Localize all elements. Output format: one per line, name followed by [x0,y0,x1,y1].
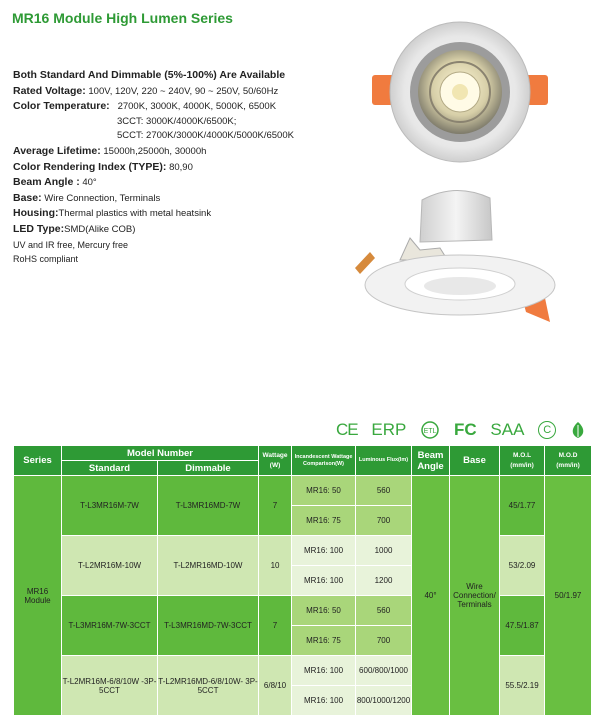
color-temp-line-2: 3CCT: 3000K/4000K/6500K; [117,115,237,127]
luminous-cell: 1000 [356,536,412,566]
incandescent-cell: MR16: 75 [292,506,356,536]
incandescent-cell: MR16: 100 [292,656,356,686]
incandescent-cell: MR16: 50 [292,476,356,506]
lifetime-line: Average Lifetime: 15000h,25000h, 30000h [13,144,207,157]
voltage-line: Rated Voltage: 100V, 120V, 220 ~ 240V, 90 ~ 250V, 50/60Hz [13,84,279,97]
housing-line: Housing:Thermal plastics with metal heatsink [13,207,212,220]
mol-cell: 53/2.09 [500,536,545,596]
spec-list [13,68,363,267]
mol-cell: 47.5/1.87 [500,596,545,656]
base-line: Base: Wire Connection, Terminals [13,191,161,204]
header-wattage: Wattage (W) [259,446,292,476]
incandescent-cell: MR16: 100 [292,566,356,596]
svg-text:ETL: ETL [423,428,437,435]
luminous-cell: 700 [356,626,412,656]
color-temp-line: Color Temperature: 2700K, 3000K, 4000K, 5000K, 6500K [13,100,277,113]
product-side-view-image [340,180,580,330]
header-model-number: Model Number [62,446,259,461]
header-mod: M.O.D (mm/in) [545,446,592,476]
table-row [14,596,592,626]
mol-cell: 55.5/2.19 [500,656,545,716]
standard-model: T-L3MR16M-7W [62,476,158,536]
dimmable-model: T-L2MR16MD-10W [158,536,259,596]
header-incandescent: Incandescent Wattage Comparison(W) [292,446,356,476]
incandescent-cell: MR16: 75 [292,626,356,656]
wattage-cell: 7 [259,596,292,656]
table-row [14,656,592,686]
incandescent-cell: MR16: 50 [292,596,356,626]
beam-line: Beam Angle : 40° [13,176,97,189]
standard-model: T-L3MR16M-7W-3CCT [62,596,158,656]
header-standard: Standard [62,461,158,476]
etl-icon [420,421,440,439]
dimmable-model: T-L3MR16MD-7W-3CCT [158,596,259,656]
mod-cell: 50/1.97 [545,476,592,716]
product-top-view-image [370,20,550,170]
beam-angle-cell: 40° [412,476,450,716]
table-row [14,536,592,566]
standard-model: T-L2MR16M-10W [62,536,158,596]
c-tick-mark: C [538,421,556,439]
luminous-cell: 1200 [356,566,412,596]
availability-line: Both Standard And Dimmable (5%-100%) Are Available [13,69,286,81]
standard-model: T-L2MR16M-6/8/10W -3P-5CCT [62,656,158,716]
header-dimmable: Dimmable [158,461,259,476]
cri-line: Color Rendering Index (TYPE): 80,90 [13,160,193,173]
heatsink [420,190,492,242]
rohs-note: RoHS compliant [13,254,79,265]
header-beam-angle: Beam Angle [412,446,450,476]
incandescent-cell: MR16: 100 [292,686,356,716]
page-title: MR16 Module High Lumen Series [12,10,233,26]
header-mol: M.O.L (mm/in) [500,446,545,476]
mol-cell: 45/1.77 [500,476,545,536]
wattage-cell: 10 [259,536,292,596]
dimmable-model: T-L2MR16MD-6/8/10W- 3P-5CCT [158,656,259,716]
header-luminous: Luminous Flux(lm) [356,446,412,476]
luminous-cell: 800/1000/1200 [356,686,412,716]
color-temp-line-3: 5CCT: 2700K/3000K/4000K/5000K/6500K [117,130,294,142]
header-base: Base [450,446,500,476]
series-cell: MR16 Module [14,476,62,716]
luminous-cell: 700 [356,506,412,536]
spec-table [13,445,592,716]
ce-mark: CE [336,420,358,439]
wattage-cell: 6/8/10 [259,656,292,716]
certification-marks [336,418,586,442]
luminous-cell: 560 [356,476,412,506]
erp-mark: ERP [371,420,407,439]
luminous-cell: 560 [356,596,412,626]
led-type-line: LED Type:SMD(Alike COB) [13,222,136,235]
header-series: Series [14,446,62,476]
base-cell: Wire Connection/ Terminals [450,476,500,716]
uv-note: UV and IR free, Mercury free [13,239,129,250]
luminous-cell: 600/800/1000 [356,656,412,686]
dimmable-model: T-L3MR16MD-7W [158,476,259,536]
incandescent-cell: MR16: 100 [292,536,356,566]
fc-mark: FC [453,420,477,439]
wattage-cell: 7 [259,476,292,536]
table-row [14,476,592,506]
green-leaf-icon [570,421,586,439]
saa-mark: SAA [490,420,525,439]
